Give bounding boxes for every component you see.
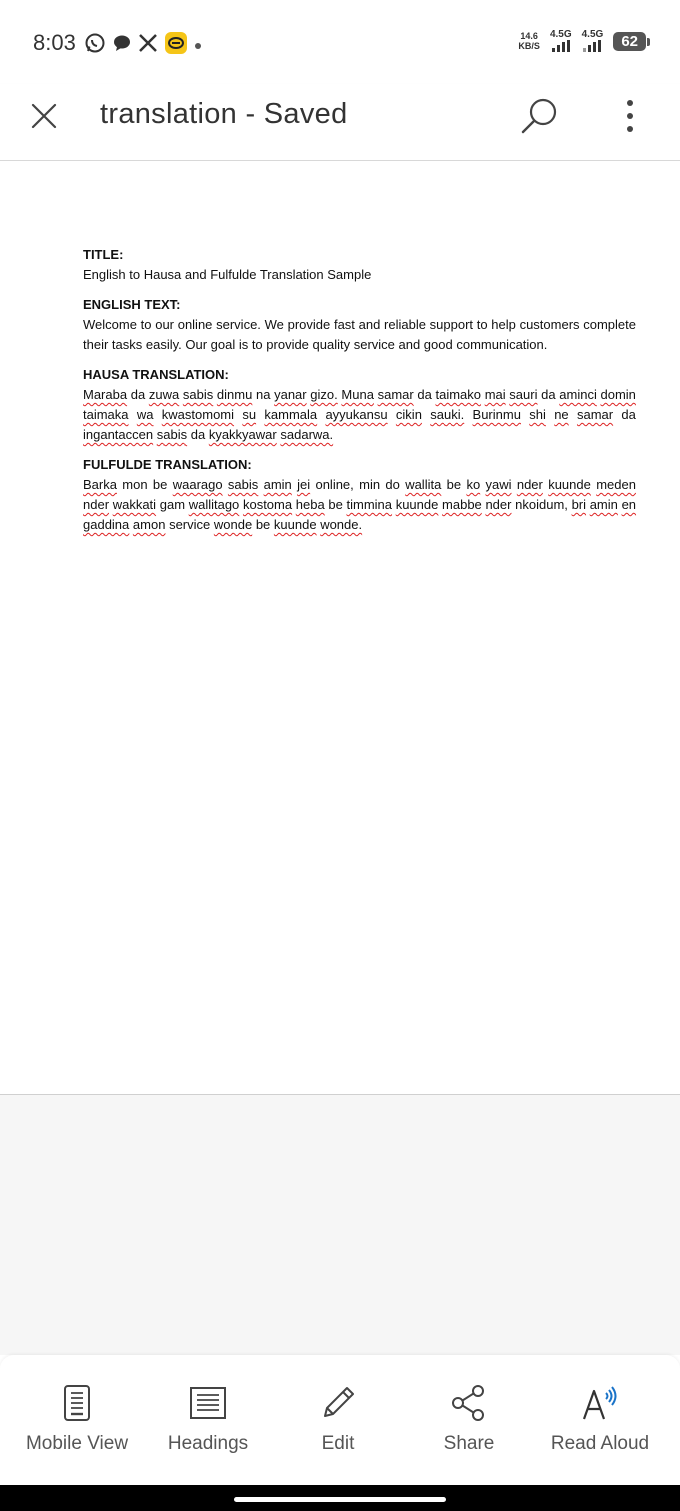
misspelled-word: nder xyxy=(83,497,110,512)
fulfulde-text: Barka mon be waarago sabis amin jei online, min do wallita be ko yawi nder kuunde meden nder wakkati gam wallitago kostoma heba be timmina kuunde mabbe nder nkoidum, bri amin en gaddina amon service wonde be kuunde wonde. xyxy=(83,477,637,532)
misspelled-word: samar xyxy=(377,387,414,402)
battery-indicator: 62 xyxy=(613,32,646,51)
bottom-toolbar xyxy=(0,1355,680,1485)
whatsapp-icon xyxy=(84,32,106,59)
misspelled-word: zuwa xyxy=(148,387,180,402)
misspelled-word: sauki. xyxy=(430,407,465,422)
misspelled-word: shi xyxy=(529,407,546,422)
misspelled-word: jei xyxy=(297,477,311,492)
misspelled-word: nder xyxy=(516,477,543,492)
read-aloud-button[interactable]: Read Aloud xyxy=(535,1383,665,1455)
dot-icon xyxy=(194,37,202,55)
misspelled-word: amin xyxy=(589,497,618,512)
english-text: Welcome to our online service. We provide fast and reliable support to help customers complete their tasks easily. Our goal is to provide quality service and good communication. xyxy=(83,317,636,352)
misspelled-word: dinmu xyxy=(216,387,253,402)
misspelled-word: domin xyxy=(600,387,636,402)
signal-indicator-1: 4.5G xyxy=(550,30,572,52)
document-page[interactable] xyxy=(0,161,680,1095)
misspelled-word: wonde. xyxy=(320,517,363,532)
more-dot-icon xyxy=(627,126,633,132)
misspelled-word: wa xyxy=(136,407,154,422)
title-value: English to Hausa and Fulfulde Translation Sample xyxy=(83,267,372,282)
signal-indicator-2: 4.5G xyxy=(582,30,604,52)
misspelled-word: kostoma xyxy=(242,497,293,512)
misspelled-word: Barka xyxy=(83,477,117,492)
misspelled-word: mabbe xyxy=(442,497,482,512)
signal-bars-icon xyxy=(552,40,570,52)
edit-button[interactable]: Edit xyxy=(273,1383,403,1455)
read-aloud-icon xyxy=(580,1383,620,1423)
more-dot-icon xyxy=(627,100,633,106)
title-heading: TITLE: xyxy=(83,247,124,262)
misspelled-word: ingantaccen xyxy=(83,427,154,442)
close-button[interactable] xyxy=(26,98,62,134)
system-indicators xyxy=(518,30,646,52)
search-button[interactable] xyxy=(518,94,562,138)
misspelled-word: wallita xyxy=(405,477,442,492)
english-heading: ENGLISH TEXT: xyxy=(83,297,181,312)
misspelled-word: nder xyxy=(485,497,512,512)
misspelled-word: meden xyxy=(596,477,636,492)
misspelled-word: wallitago xyxy=(188,497,240,512)
home-handle[interactable] xyxy=(234,1497,446,1502)
misspelled-word: bri xyxy=(571,497,587,512)
mobile-view-icon xyxy=(57,1383,97,1423)
misspelled-word: waarago xyxy=(172,477,223,492)
status-time: 8:03 xyxy=(33,30,76,55)
misspelled-word: sadarwa. xyxy=(280,427,334,442)
misspelled-word: kuunde xyxy=(548,477,591,492)
share-button[interactable]: Share xyxy=(404,1383,534,1455)
misspelled-word: kammala xyxy=(264,407,318,422)
misspelled-word: su xyxy=(242,407,257,422)
hausa-heading: HAUSA TRANSLATION: xyxy=(83,367,229,382)
x-icon xyxy=(138,33,158,58)
misspelled-word: samar xyxy=(576,407,614,422)
misspelled-word: kuunde xyxy=(273,517,317,532)
misspelled-word: wakkati xyxy=(112,497,157,512)
more-options-button[interactable] xyxy=(612,94,648,138)
document-content[interactable] xyxy=(83,245,636,545)
status-bar xyxy=(0,0,680,84)
search-icon xyxy=(518,94,562,138)
app-icon xyxy=(164,31,188,60)
misspelled-word: kyakkyawar xyxy=(208,427,277,442)
misspelled-word: amon xyxy=(132,517,166,532)
misspelled-word: gaddina xyxy=(83,517,130,532)
share-icon xyxy=(449,1383,489,1423)
close-icon xyxy=(30,102,58,130)
misspelled-word: sabis xyxy=(227,477,259,492)
fulfulde-heading: FULFULDE TRANSLATION: xyxy=(83,457,252,472)
misspelled-word: kuunde xyxy=(395,497,439,512)
misspelled-word: aminci xyxy=(559,387,597,402)
document-title: translation - Saved xyxy=(100,98,348,130)
misspelled-word: Muna xyxy=(341,387,374,402)
document-background xyxy=(0,1095,680,1355)
misspelled-word: sauri xyxy=(509,387,538,402)
signal-bars-icon xyxy=(583,40,601,52)
misspelled-word: ko xyxy=(466,477,481,492)
misspelled-word: Maraba xyxy=(83,387,128,402)
misspelled-word: cikin xyxy=(395,407,422,422)
misspelled-word: taimako xyxy=(435,387,482,402)
misspelled-word: wonde xyxy=(213,517,253,532)
misspelled-word: taimaka xyxy=(83,407,129,422)
misspelled-word: sabis xyxy=(156,427,188,442)
misspelled-word: timmina xyxy=(346,497,393,512)
system-navigation-bar xyxy=(0,1485,680,1511)
misspelled-word: ayyukansu xyxy=(325,407,388,422)
misspelled-word: en xyxy=(621,497,637,512)
misspelled-word: ne xyxy=(554,407,569,422)
app-bar xyxy=(0,84,680,161)
more-dot-icon xyxy=(627,113,633,119)
misspelled-word: Burinmu xyxy=(472,407,521,422)
pencil-icon xyxy=(318,1383,358,1423)
misspelled-word: yanar xyxy=(274,387,307,402)
misspelled-word: amin xyxy=(263,477,292,492)
notification-icons xyxy=(84,31,202,60)
headings-icon xyxy=(188,1383,228,1423)
misspelled-word: heba xyxy=(295,497,325,512)
network-speed: 14.6 KB/S xyxy=(518,31,540,51)
misspelled-word: mai xyxy=(484,387,506,402)
misspelled-word: gizo. xyxy=(310,387,338,402)
misspelled-word: kwastomomi xyxy=(161,407,235,422)
mobile-view-button[interactable]: Mobile View xyxy=(12,1383,142,1455)
hausa-text: Maraba da zuwa sabis dinmu na yanar gizo. Muna samar da taimako mai sauri da aminci domin taimaka wa kwastomomi su kammala ayyukansu cikin sauki. Burinmu shi ne samar da ingantaccen sabis da kyakkyawar sadarwa. xyxy=(83,387,636,442)
chat-bubble-icon xyxy=(112,33,132,58)
headings-button[interactable]: Headings xyxy=(143,1383,273,1455)
misspelled-word: sabis xyxy=(182,387,214,402)
misspelled-word: yawi xyxy=(485,477,512,492)
